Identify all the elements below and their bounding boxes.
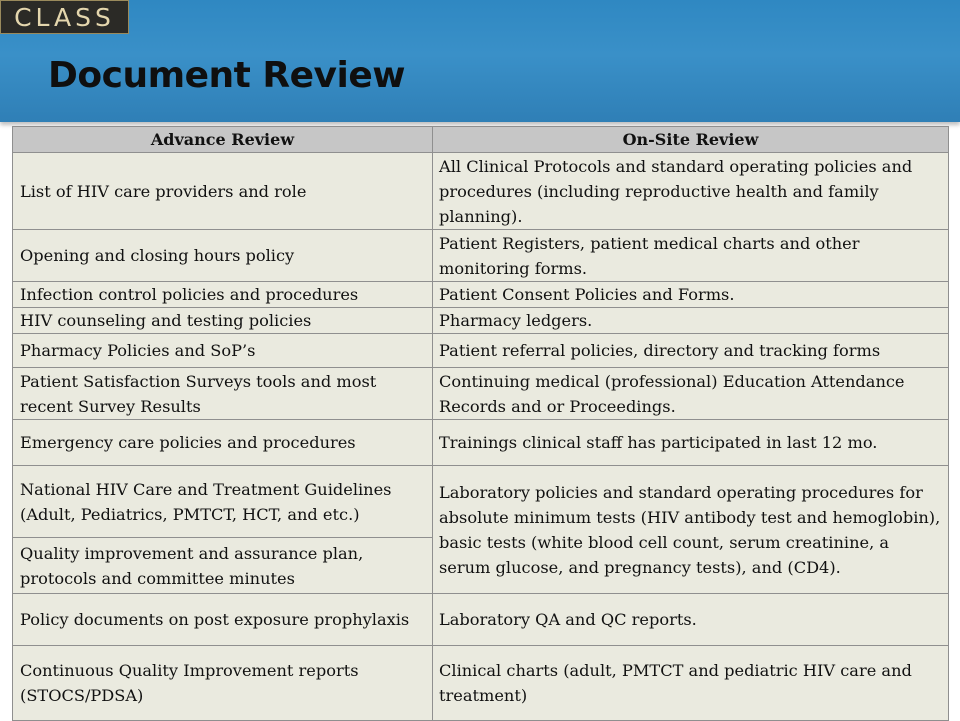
onsite-review-cell: Patient Registers, patient medical charts and other monitoring forms. (433, 230, 949, 282)
advance-review-cell: National HIV Care and Treatment Guidelines (Adult, Pediatrics, PMTCT, HCT, and etc.) (13, 466, 433, 538)
table-header-row (13, 127, 949, 153)
table-row (13, 420, 949, 466)
table-row (13, 282, 949, 308)
advance-review-cell: Emergency care policies and procedures (13, 420, 433, 466)
page-title: Document Review (48, 55, 405, 96)
advance-review-cell: Policy documents on post exposure prophylaxis (13, 594, 433, 646)
column-header-onsite-review: On-Site Review (433, 127, 949, 153)
onsite-review-cell: Continuing medical (professional) Education Attendance Records and or Proceedings. (433, 368, 949, 420)
table-row (13, 466, 949, 538)
table-row (13, 594, 949, 646)
advance-review-cell: HIV counseling and testing policies (13, 308, 433, 334)
onsite-review-cell: Patient Consent Policies and Forms. (433, 282, 949, 308)
onsite-review-cell: Laboratory policies and standard operating procedures for absolute minimum tests (HIV antibody test and hemoglobin), basic tests (white blood cell count, serum creatinine, a serum glucose, and pregnancy tests), and (CD4). (433, 466, 949, 594)
column-header-advance-review: Advance Review (13, 127, 433, 153)
advance-review-cell: Infection control policies and procedures (13, 282, 433, 308)
table-row (13, 646, 949, 721)
onsite-review-cell: All Clinical Protocols and standard operating policies and procedures (including reproductive health and family planning). (433, 153, 949, 230)
advance-review-cell: Quality improvement and assurance plan, protocols and committee minutes (13, 538, 433, 594)
onsite-review-cell: Patient referral policies, directory and tracking forms (433, 334, 949, 368)
advance-review-cell: List of HIV care providers and role (13, 153, 433, 230)
onsite-review-cell: Trainings clinical staff has participated in last 12 mo. (433, 420, 949, 466)
table-row (13, 334, 949, 368)
onsite-review-cell: Clinical charts (adult, PMTCT and pediatric HIV care and treatment) (433, 646, 949, 721)
table-row (13, 230, 949, 282)
advance-review-cell: Continuous Quality Improvement reports (STOCS/PDSA) (13, 646, 433, 721)
table-row (13, 308, 949, 334)
class-logo: CLASS (0, 0, 129, 34)
advance-review-cell: Pharmacy Policies and SoP’s (13, 334, 433, 368)
onsite-review-cell: Pharmacy ledgers. (433, 308, 949, 334)
table-row (13, 368, 949, 420)
onsite-review-cell: Laboratory QA and QC reports. (433, 594, 949, 646)
advance-review-cell: Patient Satisfaction Surveys tools and most recent Survey Results (13, 368, 433, 420)
table-row (13, 153, 949, 230)
advance-review-cell: Opening and closing hours policy (13, 230, 433, 282)
document-review-table (12, 126, 949, 721)
